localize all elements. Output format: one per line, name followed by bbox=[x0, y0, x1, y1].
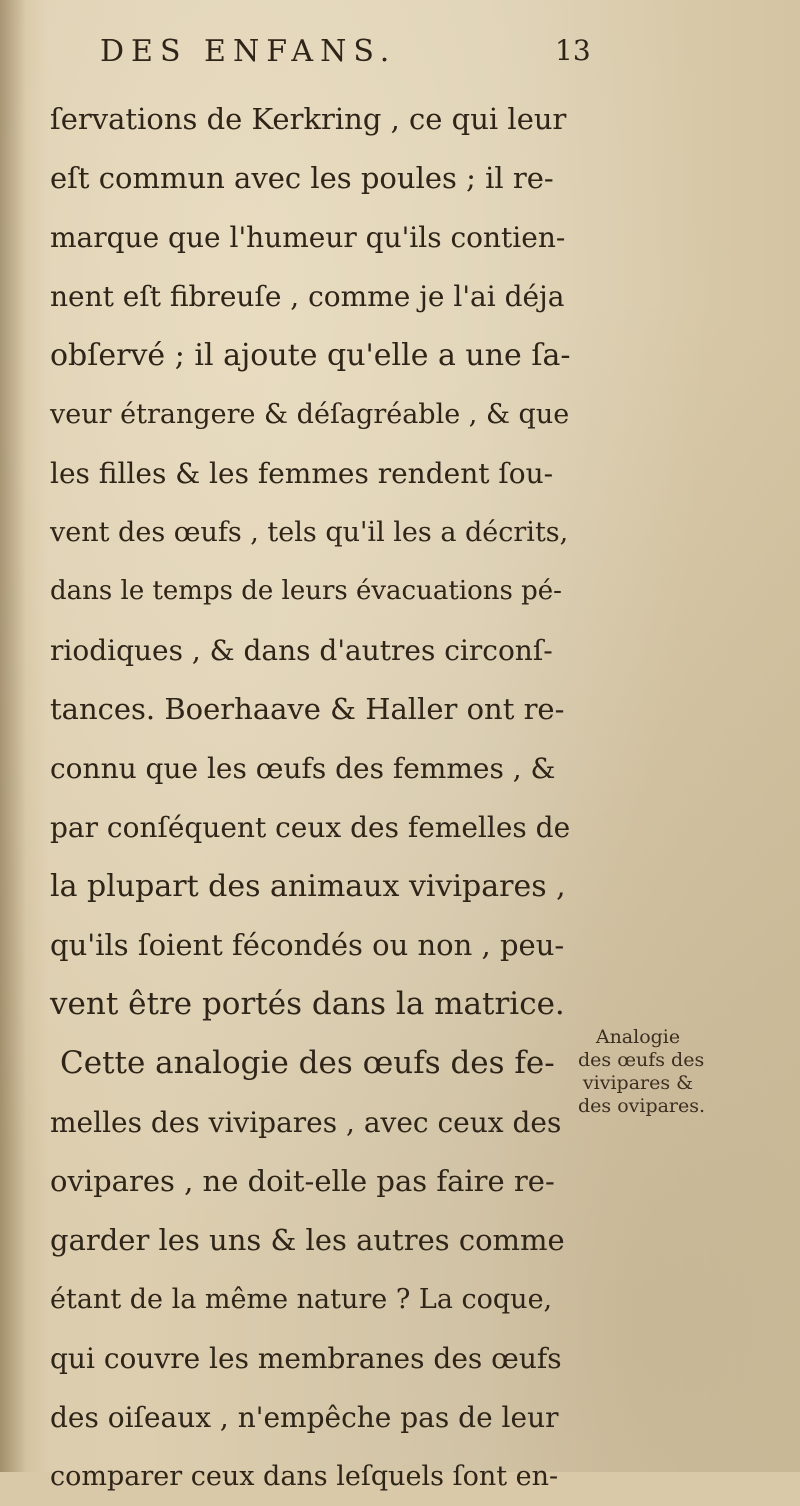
text-line: dans le temps de leurs évacuations pé- bbox=[50, 576, 562, 606]
text-line: marque que l'humeur qu'ils contien- bbox=[50, 221, 566, 254]
text-line: eſt commun avec les poules ; il re- bbox=[50, 161, 554, 195]
text-line: des oiſeaux , n'empêche pas de leur bbox=[50, 1401, 559, 1434]
text-line: veur étrangere & déſagréable , & que bbox=[50, 399, 570, 430]
text-line: melles des vivipares , avec ceux des bbox=[50, 1106, 562, 1139]
text-line: nent eſt fibreuſe , comme je l'ai déja bbox=[50, 280, 565, 313]
text-line: vent des œufs , tels qu'il les a décrits, bbox=[50, 517, 569, 548]
page-header bbox=[100, 28, 620, 84]
text-line: comparer ceux dans leſquels ſont en- bbox=[50, 1461, 559, 1492]
text-line: qu'ils ſoient fécondés ou non , peu- bbox=[50, 928, 565, 962]
text-line: garder les uns & les autres comme bbox=[50, 1223, 565, 1257]
text-line: tances. Boerhaave & Haller ont re- bbox=[50, 692, 565, 726]
text-line: vent être portés dans la matrice. bbox=[50, 986, 565, 1022]
text-line: les filles & les femmes rendent ſou- bbox=[50, 457, 554, 490]
body-text bbox=[50, 90, 570, 1506]
margin-note-line: Analogie bbox=[595, 1026, 681, 1048]
text-line: riodiques , & dans d'autres circonſ- bbox=[50, 634, 553, 667]
margin-note-line: vivipares & bbox=[582, 1072, 694, 1094]
text-line: obſervé ; il ajoute qu'elle a une ſa- bbox=[50, 338, 571, 373]
binding-shadow bbox=[0, 0, 26, 1472]
text-line: ſervations de Kerkring , ce qui leur bbox=[50, 102, 567, 136]
margin-note bbox=[578, 1026, 706, 1118]
margin-note-line: des ovipares. bbox=[578, 1095, 706, 1117]
margin-note-line: des œufs des bbox=[578, 1049, 705, 1071]
paragraph-start-line: Cette analogie des œufs des fe- bbox=[60, 1045, 555, 1081]
text-line: la plupart des animaux vivipares , bbox=[50, 869, 566, 904]
text-line: par conſéquent ceux des femelles de bbox=[50, 811, 571, 844]
text-line: ovipares , ne doit-elle pas faire re- bbox=[50, 1164, 555, 1198]
running-head: DES ENFANS. bbox=[100, 34, 397, 69]
text-line: connu que les œufs des femmes , & bbox=[50, 752, 556, 785]
text-line: étant de la même nature ? La coque, bbox=[50, 1284, 553, 1315]
text-line: qui couvre les membranes des œufs bbox=[50, 1342, 562, 1375]
page-number: 13 bbox=[555, 34, 591, 67]
